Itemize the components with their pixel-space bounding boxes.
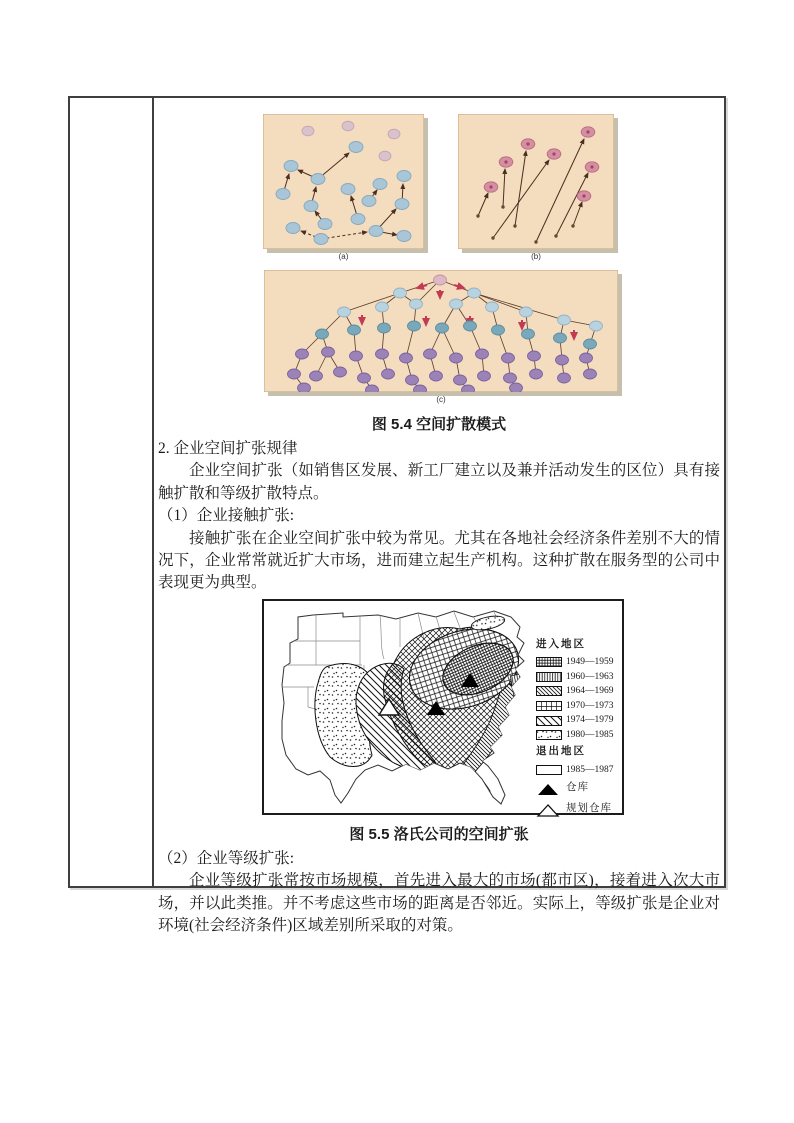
sub-2-heading: （2）企业等级扩张: [158, 849, 295, 867]
legend-item: 1949—1959 [536, 655, 622, 670]
filled-triangle-icon [536, 782, 562, 796]
legend-item: 1960—1963 [536, 669, 622, 684]
hierarchical-expansion-paragraph: 企业等级扩张常按市场规模，首先进入最大的市场(都市区)，接着进入次大市场，并以此类推。并不考虑这些市场的距离是否邻近。实际上，等级扩张是企业对环境(社会经济条件)区域差别所采取的对策。 [158, 872, 720, 935]
dots-swatch [536, 730, 562, 740]
legend-item: 1970—1973 [536, 699, 622, 714]
panel-a-label: (a) [338, 252, 349, 261]
panel-a-wrap [263, 114, 424, 262]
sub-1-heading: （1）企业接触扩张: [158, 507, 295, 525]
table-left-cell [70, 98, 154, 886]
open-triangle-icon [536, 803, 562, 817]
legend-planned-warehouse: 规划仓库 [536, 800, 622, 819]
section-2-heading: 2. 企业空间扩张规律 [158, 440, 298, 457]
legend-item: 1980—1985 [536, 728, 622, 743]
grid-swatch [536, 701, 562, 711]
map-legend [536, 635, 622, 819]
panel-c-wrap [263, 270, 619, 405]
intro-paragraph: 企业空间扩张（如销售区发展、新工厂建立以及兼并活动发生的区位）具有接触扩散和等级扩散特点。 [158, 462, 720, 502]
legend-entry-title: 进入地区 [536, 638, 586, 650]
figure-5-4-top-row [263, 114, 619, 262]
relocation-diffusion-diagram [458, 114, 614, 249]
figure-5-4-caption: 图 5.4 空间扩散模式 [371, 416, 507, 433]
legend-item: 1985—1987 [536, 762, 622, 777]
panel-b-wrap [458, 114, 614, 262]
dense-grid-swatch [536, 657, 562, 667]
legend-warehouse: 仓库 [536, 779, 622, 798]
hierarchical-diffusion-diagram [264, 270, 618, 392]
us-southeast-map [268, 603, 532, 813]
blank-swatch [536, 765, 562, 775]
diagonal-dense-swatch [536, 686, 562, 696]
figure-5-4 [263, 114, 619, 405]
table-content-cell [154, 98, 724, 935]
legend-item: 1964—1969 [536, 684, 622, 699]
contact-expansion-paragraph: 接触扩张在企业空间扩张中较为常见。尤其在各地社会经济条件差别不大的情况下，企业常常就近扩大市场，进而建立起生产机构。这种扩散在服务型的公司中表现更为典型。 [158, 529, 720, 592]
content-table [68, 96, 726, 935]
vertical-lines-swatch [536, 672, 562, 682]
legend-exit-title: 退出地区 [536, 746, 586, 758]
diagonal-sparse-swatch [536, 716, 562, 726]
panel-b-label: (b) [531, 252, 541, 261]
panel-c-label: (c) [436, 395, 446, 404]
legend-item: 1974—1979 [536, 713, 622, 728]
figure-5-5-caption: 图 5.5 洛氏公司的空间扩张 [349, 825, 529, 843]
figure-5-5 [262, 599, 624, 815]
contagious-diffusion-diagram [263, 114, 424, 249]
